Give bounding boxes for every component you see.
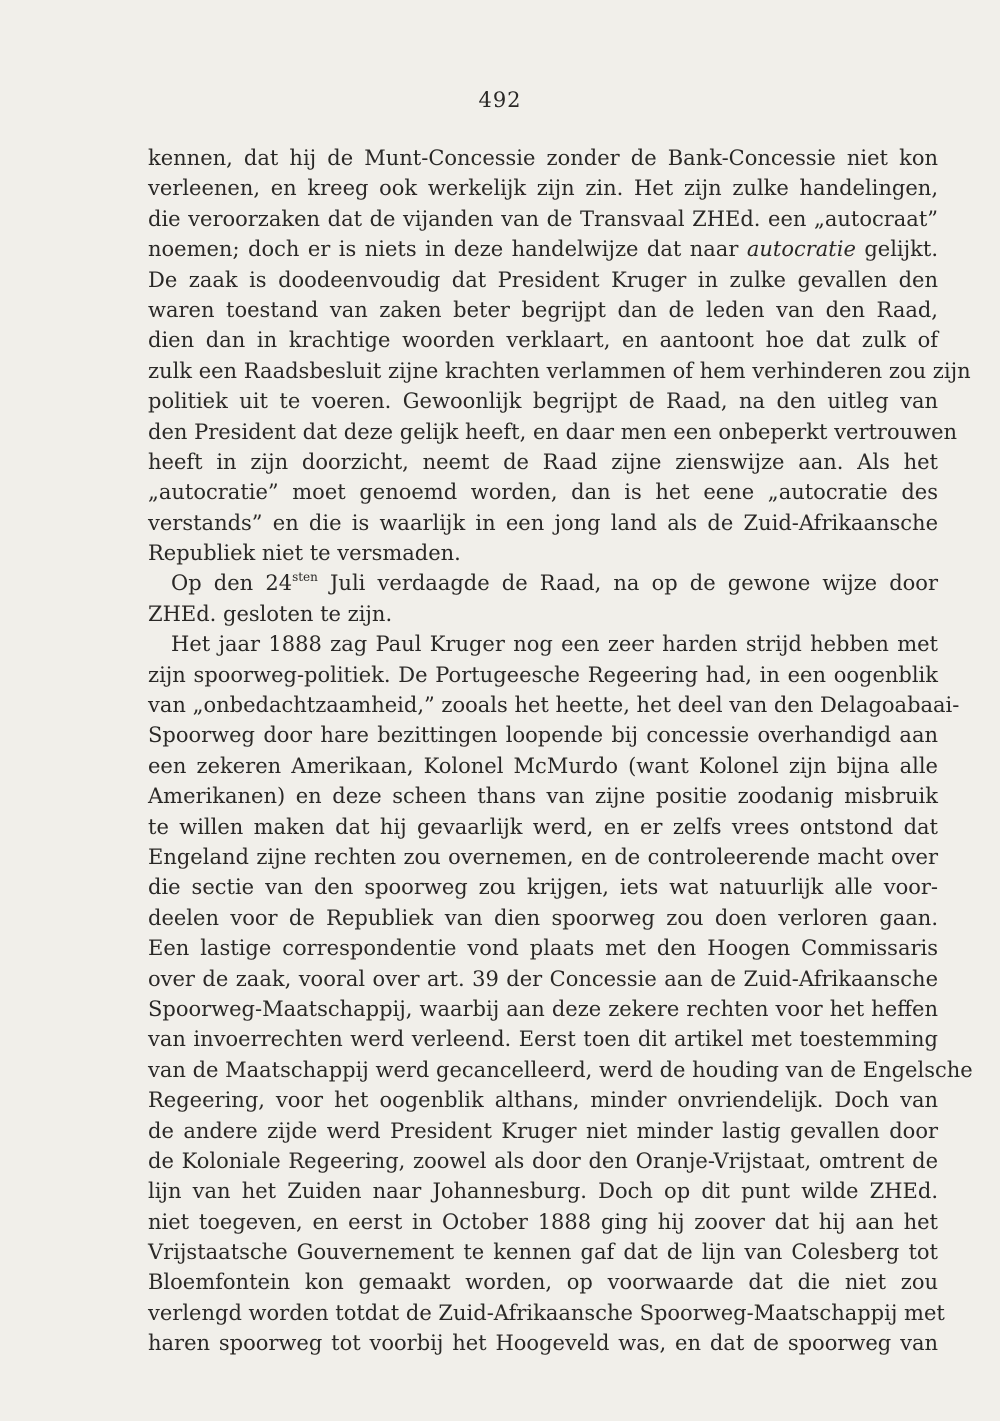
text-run: gelijkt. [864, 237, 938, 262]
text-line: niet toegeven, en eerst in October 1888 ging hij zoover dat hij aan het [148, 1209, 938, 1234]
text-run: Op den 24 [171, 571, 293, 596]
italic-word: autocratie [746, 237, 856, 262]
text-line: De zaak is doodeenvoudig dat President Kruger in zulke gevallen den [148, 267, 938, 292]
text-line: Het jaar 1888 zag Paul Kruger nog een zeer harden strijd hebben met [171, 632, 938, 657]
text-line: deelen voor de Republiek van dien spoorweg zou doen verloren gaan. [148, 905, 938, 930]
superscript: sten [292, 570, 318, 585]
text-line: Een lastige correspondentie vond plaats met den Hoogen Commissaris [148, 936, 938, 961]
text-line: dien dan in krachtige woorden verklaart, en aantoont hoe dat zulk of [148, 328, 938, 353]
text-line [148, 234, 938, 264]
text-line: verlengd worden totdat de Zuid-Afrikaansche Spoorweg-Maatschappij met [148, 1300, 945, 1325]
text-line: politiek uit te voeren. Gewoonlijk begrijpt de Raad, na den uitleg van [148, 389, 938, 414]
text-line: Spoorweg-Maatschappij, waarbij aan deze zekere rechten voor het heffen [148, 996, 938, 1021]
text-line: die sectie van den spoorweg zou krijgen, iets wat natuurlijk alle voor- [148, 875, 938, 900]
text-line: heeft in zijn doorzicht, neemt de Raad zijne zienswijze aan. Als het [148, 449, 938, 474]
text-line: een zekeren Amerikaan, Kolonel McMurdo (want Kolonel zijn bijna alle [148, 753, 938, 778]
text-line: Engeland zijne rechten zou overnemen, en de controleerende macht over [148, 844, 938, 869]
page-number: 492 [478, 88, 522, 112]
text-line: van de Maatschappij werd gecancelleerd, werd de houding van de Engelsche [148, 1057, 973, 1082]
text-line: van invoerrechten werd verleend. Eerst toen dit artikel met toestemming [148, 1027, 938, 1052]
text-line: van „onbedachtzaamheid,” zooals het heette, het deel van den Delagoabaai- [148, 693, 960, 718]
body-text [148, 143, 973, 1359]
text-line: waren toestand van zaken beter begrijpt dan de leden van den Raad, [148, 297, 938, 322]
text-line: den President dat deze gelijk heeft, en daar men een onbeperkt vertrouwen [148, 419, 958, 444]
text-run: Juli verdaagde de Raad, na op de gewone wijze door [330, 571, 938, 596]
text-line: de andere zijde werd President Kruger niet minder lastig gevallen door [148, 1118, 938, 1143]
text-line: de Koloniale Regeering, zoowel als door den Oranje-Vrijstaat, omtrent de [148, 1148, 938, 1173]
text-line: Vrijstaatsche Gouvernement te kennen gaf dat de lijn van Colesberg tot [148, 1240, 938, 1265]
text-line: haren spoorweg tot voorbij het Hoogeveld was, en dat de spoorweg van [148, 1331, 938, 1356]
text-line: kennen, dat hij de Munt-Concessie zonder de Bank-Concessie niet kon [148, 146, 938, 170]
text-line: verstands” en die is waarlijk in een jong land als de Zuid-Afrikaansche [148, 510, 938, 535]
text-line: zijn spoorweg-politiek. De Portugeesche Regeering had, in een oogenblik [148, 662, 938, 687]
text-line: zulk een Raadsbesluit zijne krachten verlammen of hem verhinderen zou zijn [148, 358, 971, 383]
text-line: over de zaak, vooral over art. 39 der Concessie aan de Zuid-Afrikaansche [148, 966, 938, 991]
text-line [148, 568, 938, 598]
text-line: „autocratie” moet genoemd worden, dan is het eene „autocratie des [148, 480, 938, 505]
text-line: Republiek niet te versmaden. [148, 541, 461, 566]
text-run: noemen; doch er is niets in deze handelwijze dat naar [148, 237, 739, 262]
text-line: lijn van het Zuiden naar Johannesburg. Doch op dit punt wilde ZHEd. [148, 1179, 938, 1204]
text-line: verleenen, en kreeg ook werkelijk zijn zin. Het zijn zulke handelingen, [148, 176, 938, 201]
text-line: Spoorweg door hare bezittingen loopende bij concessie overhandigd aan [148, 723, 938, 748]
text-line: ZHEd. gesloten te zijn. [148, 601, 393, 626]
text-line: Bloemfontein kon gemaakt worden, op voorwaarde dat die niet zou [148, 1270, 938, 1295]
text-line: die veroorzaken dat de vijanden van de Transvaal ZHEd. een „autocraat” [148, 206, 938, 231]
text-line: Regeering, voor het oogenblik althans, minder onvriendelijk. Doch van [148, 1088, 938, 1113]
text-line: te willen maken dat hij gevaarlijk werd, en er zelfs vrees ontstond dat [148, 814, 938, 839]
text-line: Amerikanen) en deze scheen thans van zijne positie zoodanig misbruik [148, 784, 938, 809]
